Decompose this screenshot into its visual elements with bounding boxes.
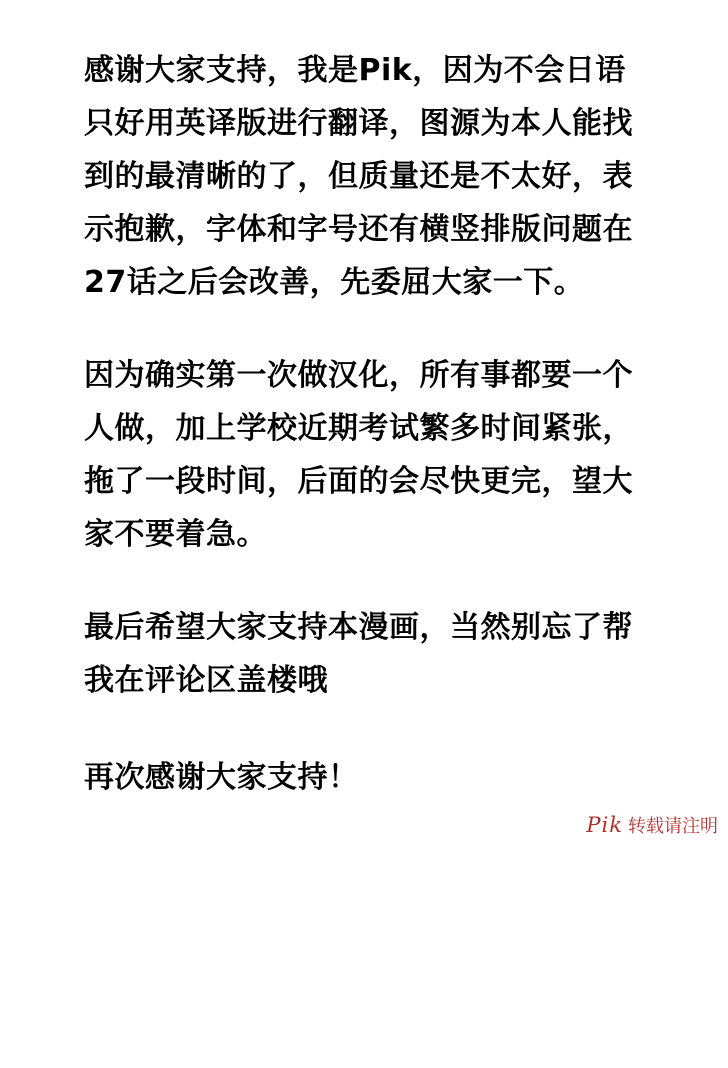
signature-name: Pik (586, 813, 623, 837)
note-paragraph: 感谢大家支持，我是Pik，因为不会日语只好用英译版进行翻译，图源为本人能找到的最清晰的了，但质量还是不太好，表示抱歉，字体和字号还有横竖排版问题在27话之后会改善，先委屈大家一下。 (84, 53, 633, 300)
signature-note: 转载请注明 (628, 816, 718, 837)
signature (586, 812, 718, 838)
note-paragraph: 再次感谢大家支持！ (84, 760, 359, 795)
note-paragraph: 因为确实第一次做汉化，所有事都要一个人做，加上学校近期考试繁多时间紧张，拖了一段时间，后面的会尽快更完，望大家不要着急。 (84, 358, 633, 552)
note-paragraph: 最后希望大家支持本漫画，当然别忘了帮我在评论区盖楼哦 (84, 610, 633, 698)
translator-note-body (84, 44, 636, 804)
